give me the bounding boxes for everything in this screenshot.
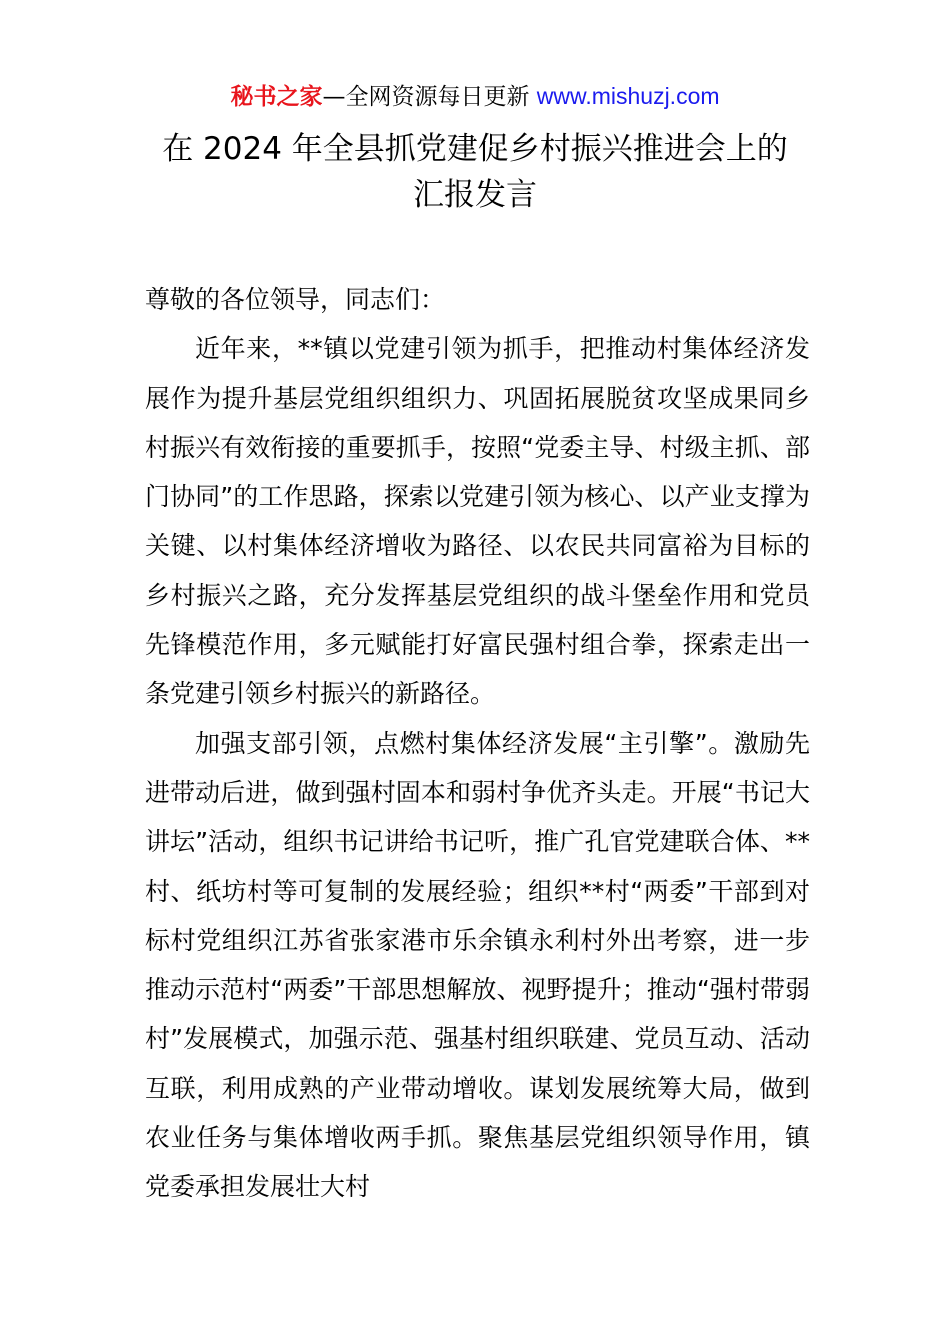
site-url[interactable]: www.mishuzj.com <box>536 83 720 109</box>
document-title <box>100 126 850 218</box>
title-line-2: 汇报发言 <box>413 177 537 213</box>
site-tagline: —全网资源每日更新 <box>322 84 537 110</box>
site-header <box>0 80 950 113</box>
salutation: 尊敬的各位领导，同志们： <box>145 285 446 314</box>
site-brand: 秘书之家 <box>230 84 323 110</box>
paragraph-1: 近年来，**镇以党建引领为抓手，把推动村集体经济发展作为提升基层党组织组织力、巩固拓展脱贫攻坚成果同乡村振兴有效衔接的重要抓手，按照“党委主导、村级主抓、部门协同”的工作思路，探索以党建引领为核心、以产业支撑为关键、以村集体经济增收为路径、以农民共同富裕为目标的乡村振兴之路，充分发挥基层党组织的战斗堡垒作用和党员先锋模范作用，多元赋能打好富民强村组合拳，探索走出一条党建引领乡村振兴的新路径。 <box>145 334 810 709</box>
paragraph-2: 加强支部引领，点燃村集体经济发展“主引擎”。激励先进带动后进，做到强村固本和弱村争优齐头走。开展“书记大讲坛”活动，组织书记讲给书记听，推广孔官党建联合体、**村、纸坊村等可复制的发展经验；组织**村“两委”干部到对标村党组织江苏省张家港市乐余镇永利村外出考察，进一步推动示范村“两委”干部思想解放、视野提升；推动“强村带弱村”发展模式，加强示范、强基村组织联建、党员互动、活动互联，利用成熟的产业带动增收。谋划发展统筹大局，做到农业任务与集体增收两手抓。聚焦基层党组织领导作用，镇党委承担发展壮大村 <box>145 728 810 1202</box>
document-body <box>145 275 810 1212</box>
title-line-1: 在 2024 年全县抓党建促乡村振兴推进会上的 <box>162 131 788 167</box>
